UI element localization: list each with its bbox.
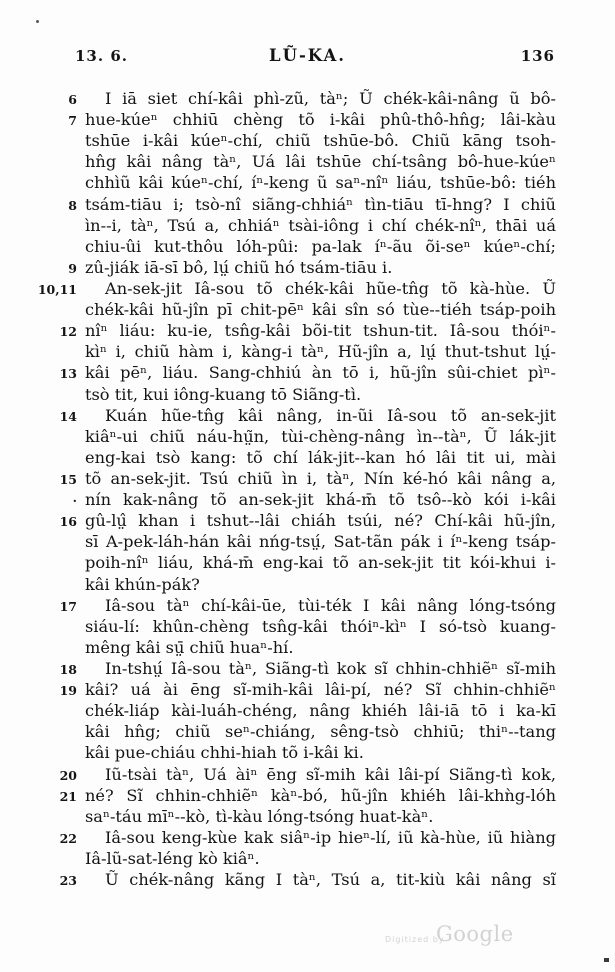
verse-number: 16 xyxy=(59,514,77,530)
text-line xyxy=(68,194,556,215)
header-page-number: 136 xyxy=(520,47,555,65)
text-line xyxy=(85,447,556,468)
verse-text: tsám-tiāu i; tsò-nî siãng-chhiáⁿ tìn-tiāu tī-hng? I chiũ xyxy=(85,194,556,214)
text-line xyxy=(68,88,556,109)
text-line xyxy=(85,848,556,869)
verse-number: 10,11 xyxy=(37,281,77,297)
verse-number: 19 xyxy=(59,683,77,699)
text-line xyxy=(85,806,556,827)
verse-number: 22 xyxy=(59,830,77,846)
verse-text: tõ an-sek-jit. Tsú chiũ ìn i, tàⁿ, Nín ké-hó kâi nâng a, xyxy=(85,468,556,488)
text-line xyxy=(59,595,556,616)
verse-text: mêng kâi sṳ̄ chiũ huaⁿ-hí. xyxy=(85,637,294,657)
verse-number: 8 xyxy=(68,197,77,213)
text-line xyxy=(59,679,556,700)
text-line xyxy=(59,785,556,806)
verse-text: An-sek-jit Iâ-sou tõ chék-kâi hũe-tn̂g tõ kà-hùe. Ũ xyxy=(105,278,556,298)
text-line xyxy=(59,468,556,489)
verse-text: Iâ-sou tàⁿ chí-kâi-ūe, tùi-ték I kâi nâng lóng-tsóng xyxy=(105,595,556,615)
verse-text: kiâⁿ-ui chiũ náu-hṳ̃n, tùi-chèng-nâng ìn--tàⁿ, Ũ lák-jit xyxy=(85,426,556,446)
text-line xyxy=(59,405,556,426)
verse-text: tsò tit, kui iông-kuang tō Siãng-tì. xyxy=(85,384,362,404)
verse-text: Iũ-tsài tàⁿ, Uá àiⁿ ēng sĩ-mih kâi lâi-pí Siãng-tì kok, xyxy=(105,764,556,784)
verse-text: chiu-ûi kut-thôu lóh-pûi: pa-lak íⁿ-ãu õi-seⁿ kúeⁿ-chí; xyxy=(85,236,556,256)
text-line xyxy=(59,658,556,679)
header-book-title: LŨ-KA. xyxy=(268,46,347,65)
digitized-watermark xyxy=(385,924,545,954)
verse-text: siáu-lí: khûn-chèng tsn̂g-kâi thóiⁿ-kìⁿ I só-tsò kuang- xyxy=(85,616,556,636)
verse-text: nín kak-nâng tõ an-sek-jit khá-m̄ tõ tsô--kò kói i-kâi xyxy=(85,490,556,510)
verse-text: sī A-pek-láh-hán kâi nńg-tsṳ́, Sat-tãn pák i íⁿ-keng tsáp- xyxy=(85,532,556,552)
verse-text: zû-jiák iā-sī bô, lṳ́ chiũ hó tsám-tiāu i. xyxy=(85,257,393,277)
verse-text: Kuán hũe-tn̂g kâi nâng, in-ũi Iâ-sou tõ an-sek-jit xyxy=(105,405,556,425)
text-line xyxy=(59,320,556,341)
google-logo: Google xyxy=(436,922,514,946)
verse-number: 12 xyxy=(59,324,77,340)
text-line xyxy=(85,236,556,257)
verse-text: chék-kâi hũ-jîn pī chit-pēⁿ kâi sîn só tùe--tiéh tsáp-poih xyxy=(85,300,556,320)
text-line xyxy=(59,827,556,848)
verse-text: kâi khún-pák? xyxy=(85,574,200,594)
text-line xyxy=(85,299,556,320)
text-line xyxy=(68,109,556,130)
text-line xyxy=(59,510,556,531)
text-line xyxy=(85,130,556,151)
verse-number: 15 xyxy=(59,471,77,487)
verse-number: 18 xyxy=(59,661,77,677)
verse-text: gû-lṳ̂ khan i tshut--lâi chiáh tsúi, né? Chí-kâi hũ-jîn, xyxy=(85,511,556,531)
verse-number: 9 xyxy=(68,260,77,276)
verse-number: · xyxy=(72,493,77,509)
text-line xyxy=(85,426,556,447)
verse-number: 21 xyxy=(59,788,77,804)
verse-text: né? Sĩ chhin-chhiẽⁿ kàⁿ-bó, hũ-jîn khiéh lâi-khǹg-lóh xyxy=(85,785,556,805)
text-line xyxy=(85,574,556,595)
verse-text: eng-kai tsò kang: tõ chí lák-jit--kan hó lâi tit ui, mài xyxy=(85,447,556,467)
header-chapter-verse: 13. 6. xyxy=(75,47,128,65)
text-line xyxy=(85,341,556,362)
verse-number: 13 xyxy=(59,366,77,382)
verse-text: kâi pēⁿ, liáu. Sang-chhiú àn tō i, hũ-jîn sûi-chiet pìⁿ- xyxy=(85,363,556,383)
verse-text: kìⁿ i, chiũ hàm i, kàng-i tàⁿ, Hũ-jîn a, lṳ́ thut-tshut lṳ́- xyxy=(85,342,556,362)
verse-text: kâi? uá ài ēng sĩ-mih-kâi lâi-pí, né? Sĩ chhin-chhiẽⁿ xyxy=(85,680,556,700)
text-line xyxy=(72,489,556,510)
verse-number: 17 xyxy=(59,598,77,614)
scan-speck-top-left xyxy=(36,20,39,23)
text-line xyxy=(85,151,556,172)
text-line xyxy=(85,721,556,742)
text-line xyxy=(85,637,556,658)
verse-number: 7 xyxy=(68,113,77,129)
text-line xyxy=(85,384,556,405)
text-line xyxy=(59,362,556,383)
text-line xyxy=(85,531,556,552)
verse-number: 6 xyxy=(68,92,77,107)
watermark-prefix-label: Digitized by xyxy=(385,935,445,944)
text-line xyxy=(85,700,556,721)
verse-text: kâi hn̂g; chiũ seⁿ-chiáng, sêng-tsò chhiū; thiⁿ--tang xyxy=(85,722,556,742)
verse-text: tshūe i-kâi kúeⁿ-chí, chiũ tshūe-bô. Chiũ kāng tsoh- xyxy=(85,131,556,151)
verse-text: chhìũ kâi kúeⁿ-chí, íⁿ-keng ũ saⁿ-nîⁿ liáu, tshūe-bô: tiéh xyxy=(85,173,556,193)
verse-text: nîⁿ liáu: ku-ie, tsn̂g-kâi bõi-tit tshun-tit. Iâ-sou thóiⁿ- xyxy=(85,321,556,341)
text-line xyxy=(85,552,556,573)
verse-number: 20 xyxy=(59,767,77,783)
verse-number: 23 xyxy=(59,873,77,889)
text-line xyxy=(85,215,556,236)
text-line xyxy=(59,764,556,785)
verse-text: Iâ-sou keng-kùe kak siâⁿ-ip hieⁿ-lí, iũ kà-hùe, iũ hiàng xyxy=(105,827,556,847)
scan-speck-bottom-right xyxy=(604,958,609,962)
verse-number: 14 xyxy=(59,408,77,424)
verse-text: poih-nîⁿ liáu, khá-m̄ eng-kai tõ an-sek-jit tit kói-khui i- xyxy=(85,553,556,573)
verse-text: I iā siet chí-kâi phì-zũ, tàⁿ; Ũ chék-kâi-nâng ũ bô- xyxy=(105,89,556,108)
text-line xyxy=(85,172,556,193)
verse-text: In-tshṳ́ Iâ-sou tàⁿ, Siãng-tì kok sĩ chhin-chhiẽⁿ sĩ-mih xyxy=(105,658,556,678)
text-line xyxy=(85,742,556,763)
verse-text: ìn--i, tàⁿ, Tsú a, chhiáⁿ tsài-iông i chí chék-nîⁿ, thāi uá xyxy=(85,215,556,235)
verse-text: hue-kúeⁿ chhiū chèng tõ i-kâi phû-thô-hn̂g; lâi-kàu xyxy=(85,110,556,130)
verse-text: Iâ-lũ-sat-léng kò kiâⁿ. xyxy=(85,848,260,868)
verse-text: kâi pue-chiáu chhi-hiah tõ i-kâi ki. xyxy=(85,743,364,763)
verse-text: chék-liáp kài-luáh-chéng, nâng khiéh lâi-iā tō i ka-kī xyxy=(85,701,556,721)
text-line xyxy=(59,869,556,890)
verse-text: saⁿ-táu mīⁿ--kò, tì-kàu lóng-tsóng huat-kàⁿ. xyxy=(85,806,434,826)
verse-text: hn̂g kâi nâng tàⁿ, Uá lâi tshūe chí-tsâng bô-hue-kúeⁿ xyxy=(85,152,556,172)
text-line xyxy=(37,278,556,299)
body-text-block xyxy=(37,88,556,890)
text-line xyxy=(85,616,556,637)
text-line xyxy=(68,257,556,278)
verse-text: Ũ chék-nâng kãng I tàⁿ, Tsú a, tit-kiù kâi nâng sĩ xyxy=(105,870,556,890)
